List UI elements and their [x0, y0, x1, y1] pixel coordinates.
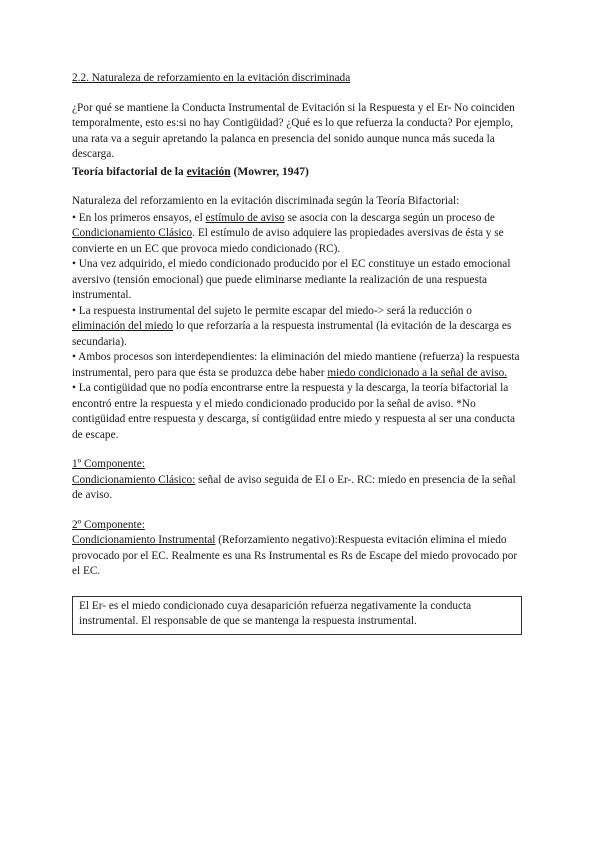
theory-title [72, 165, 522, 181]
bullet-1 [72, 211, 522, 258]
bullet-1-term-a: estímulo de aviso [205, 211, 285, 224]
document-page [72, 71, 522, 635]
bullet-4-text-a: • Ambos procesos son interdependientes: la eliminación del miedo mantiene (refuerza) la respuesta instrumental, pero para que ésta se produzca debe haber [72, 351, 520, 379]
spacer [72, 443, 522, 457]
question-paragraph: ¿Por qué se mantiene la Conducta Instrumental de Evitación si la Respuesta y el Er- No coinciden temporalmente, esto es:si no hay Contigüidad? ¿Qué es lo que refuerza la conducta? Por ejemplo, una rata va a seguir apretando la palanca en presencia del sonido aunque nunca más suceda la descarga. [72, 101, 515, 160]
section-heading: 2.2. Naturaleza de reforzamiento en la evitación discriminada [72, 72, 351, 84]
component-1-text: señal de aviso seguida de EI o Er-. RC: miedo en presencia de la señal de aviso. [72, 473, 516, 501]
summary-box-text: El Er- es el miedo condicionado cuya desaparición refuerza negativamente la conducta instrumental. El responsable de que se mantenga la respuesta instrumental. [79, 599, 472, 627]
bullet-3-term: eliminación del miedo [72, 320, 174, 332]
theory-title-underlined: evitación [186, 165, 231, 178]
component-2-term: Condicionamiento Instrumental [72, 534, 216, 546]
bullet-4-term: miedo condicionado a la señal de aviso. [327, 366, 508, 379]
bullet-1-text-c: . El estímulo de aviso adquiere las propiedades aversivas de ésta y se convierte en un EC que provoca miedo condicionado (RC). [72, 227, 504, 255]
component-2-title: 2º Componente: [72, 518, 145, 531]
bullet-3-text-a: • La respuesta instrumental del sujeto le permite escapar del miedo-> será la reducción o [72, 304, 472, 317]
bullet-4 [72, 350, 522, 381]
bullet-3 [72, 304, 522, 351]
component-2-body [72, 533, 522, 580]
summary-box [72, 596, 522, 635]
bullet-3-text-b: lo que reforzaría a la respuesta instrumental (la evitación de la descarga es secundaria). [72, 320, 512, 348]
spacer [72, 504, 522, 518]
theory-title-pre: Teoría bifactorial de la [72, 165, 187, 178]
component-1-term: Condicionamiento Clásico: [72, 473, 196, 486]
bullet-1-text-a: • En los primeros ensayos, el [72, 211, 206, 224]
bullet-1-text-b: se asocia con la descarga según un proceso de [284, 211, 495, 224]
component-1-body [72, 473, 522, 504]
component-1-title: 1º Componente: [72, 458, 145, 470]
bullet-5: • La contigüidad que no podía encontrarse entre la respuesta y la descarga, la teoría bifactorial la encontró entre la respuesta y el miedo condicionado producido por la señal de aviso. *No contigüidad entre respuesta y descarga, sí contigüidad entre miedo y respuesta al ser una conducta de escape. [72, 382, 516, 441]
intro-line: Naturaleza del reforzamiento en la evitación discriminada según la Teoría Bifactorial: [72, 195, 460, 207]
component-2-text: (Reforzamiento negativo):Respuesta evitación elimina el miedo provocado por el EC. Realmente es una Rs Instrumental es Rs de Escape del miedo provocado por el EC. [72, 534, 518, 577]
theory-title-post: (Mowrer, 1947) [230, 165, 309, 178]
bullet-2: • Una vez adquirido, el miedo condicionado producido por el EC constituye un estado emocional aversivo (tensión emocional) que puede eliminarse mediante la realización de una respuesta instrumental. [72, 258, 511, 301]
bullet-1-term-b: Condicionamiento Clásico [72, 227, 193, 239]
